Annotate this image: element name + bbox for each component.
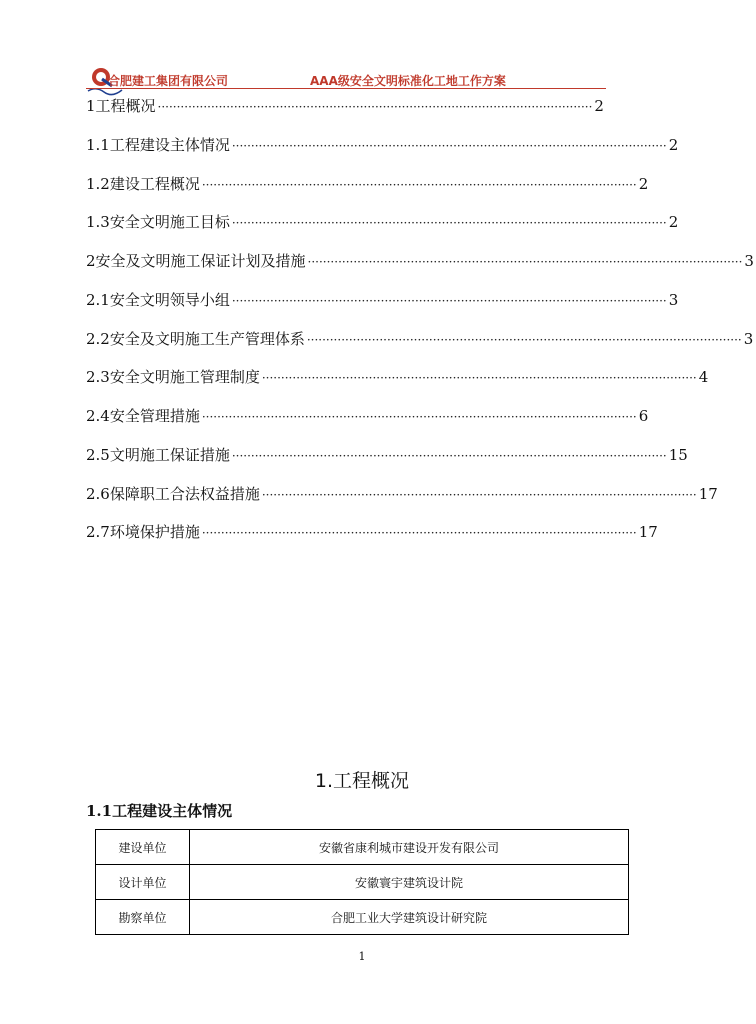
- toc-leader: ··················································································································: [307, 255, 743, 269]
- table-key-cell: 设计单位: [96, 865, 190, 900]
- toc-item-2-3[interactable]: [86, 366, 709, 390]
- toc-label: 2安全及文明施工保证计划及措施: [86, 252, 306, 270]
- toc-item-2[interactable]: [86, 250, 754, 274]
- toc-label: 2.3安全文明施工管理制度: [86, 368, 260, 386]
- header-divider: [86, 88, 606, 89]
- toc-page: 2: [638, 175, 649, 193]
- toc-item-2-1[interactable]: [86, 289, 679, 313]
- toc-page: 2: [668, 213, 679, 231]
- toc-item-2-4[interactable]: [86, 405, 649, 429]
- table-value-cell: 安徽寰宇建筑设计院: [190, 865, 629, 900]
- table-key-cell: 勘察单位: [96, 900, 190, 935]
- toc-label: 2.2安全及文明施工生产管理体系: [86, 330, 305, 348]
- toc-label: 1工程概况: [86, 97, 156, 115]
- toc-label: 2.4安全管理措施: [86, 407, 200, 425]
- toc-label: 1.1工程建设主体情况: [86, 136, 230, 154]
- toc-item-1-3[interactable]: [86, 211, 679, 235]
- toc-label: 1.3安全文明施工目标: [86, 213, 230, 231]
- table-key-cell: 建设单位: [96, 830, 190, 865]
- toc-leader: ··················································································································: [261, 488, 697, 502]
- toc-label: 2.1安全文明领导小组: [86, 291, 230, 309]
- table-value-cell: 安徽省康利城市建设开发有限公司: [190, 830, 629, 865]
- toc-item-1[interactable]: [86, 95, 604, 119]
- toc-item-2-5[interactable]: [86, 444, 688, 468]
- page-number: 1: [358, 950, 366, 963]
- subsection-heading: 1.1工程建设主体情况: [86, 802, 233, 820]
- toc-page: 17: [698, 485, 718, 503]
- toc-page: 2: [668, 136, 679, 154]
- table-value-cell: 合肥工业大学建筑设计研究院: [190, 900, 629, 935]
- toc-page: 6: [638, 407, 649, 425]
- toc-leader: ··················································································································: [201, 178, 637, 192]
- toc-page: 4: [698, 368, 709, 386]
- toc-leader: ··················································································································: [231, 216, 667, 230]
- toc-page: 17: [638, 523, 658, 541]
- toc-item-1-1[interactable]: [86, 134, 679, 158]
- toc-leader: ··················································································································: [231, 139, 667, 153]
- table-row: [96, 900, 629, 935]
- toc-page: 3: [744, 252, 754, 270]
- toc-leader: ··················································································································: [231, 449, 667, 463]
- toc-item-2-7[interactable]: [86, 521, 658, 545]
- toc-page: 3: [743, 330, 754, 348]
- company-name: 合肥建工集团有限公司: [108, 74, 229, 88]
- table-row: [96, 865, 629, 900]
- toc-item-2-6[interactable]: [86, 483, 718, 507]
- document-title: AAA级安全文明标准化工地工作方案: [310, 74, 506, 88]
- toc-page: 2: [594, 97, 604, 115]
- toc-leader: ··················································································································: [231, 294, 667, 308]
- toc-leader: ··················································································································: [201, 410, 637, 424]
- toc-item-2-2[interactable]: [86, 328, 754, 352]
- toc-label: 2.5文明施工保证措施: [86, 446, 230, 464]
- table-row: [96, 830, 629, 865]
- toc-page: 3: [668, 291, 679, 309]
- toc-label: 1.2建设工程概况: [86, 175, 200, 193]
- toc-leader: ··················································································································: [201, 526, 637, 540]
- project-info-table: [95, 829, 629, 935]
- toc-leader: ··················································································································: [261, 371, 697, 385]
- toc-leader: ··················································································································: [157, 100, 593, 114]
- toc-page: 15: [668, 446, 688, 464]
- toc-item-1-2[interactable]: [86, 173, 649, 197]
- toc-label: 2.7环境保护措施: [86, 523, 200, 541]
- toc-label: 2.6保障职工合法权益措施: [86, 485, 260, 503]
- section-heading: 1.工程概况: [314, 770, 410, 792]
- toc-leader: ··················································································································: [306, 333, 742, 347]
